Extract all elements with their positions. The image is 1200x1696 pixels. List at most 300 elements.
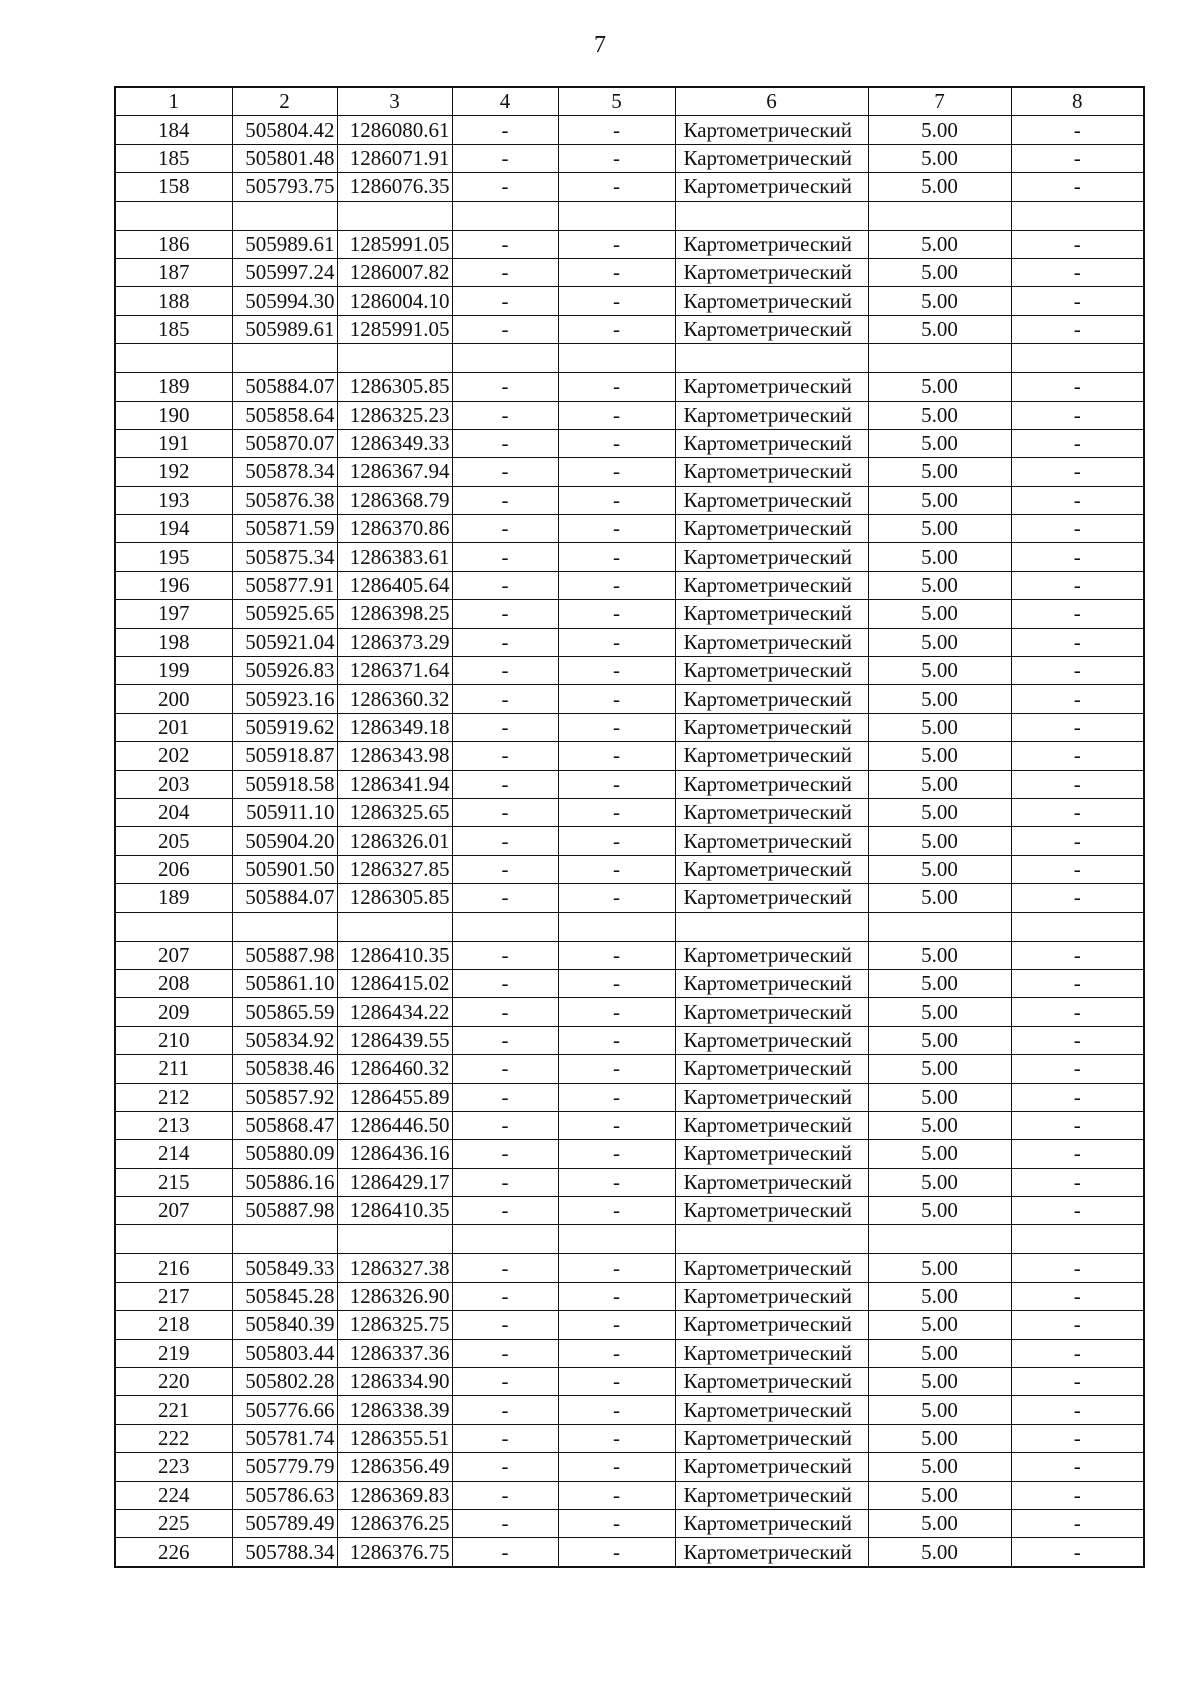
column-5-cell: -	[558, 798, 675, 826]
method-cell: Картометрический	[675, 429, 868, 457]
point-number-cell: 214	[115, 1140, 232, 1168]
column-4-cell: -	[452, 657, 558, 685]
x-coordinate-cell: 505875.34	[232, 543, 337, 571]
accuracy-cell: 5.00	[868, 600, 1011, 628]
column-5-cell: -	[558, 1368, 675, 1396]
table-row	[115, 543, 1144, 571]
column-5-cell: -	[558, 1509, 675, 1537]
column-8-cell	[1011, 344, 1144, 373]
method-cell: Картометрический	[675, 515, 868, 543]
column-8-cell: -	[1011, 287, 1144, 315]
x-coordinate-cell: 505870.07	[232, 429, 337, 457]
y-coordinate-cell: 1286369.83	[337, 1481, 452, 1509]
point-number-cell: 199	[115, 657, 232, 685]
accuracy-cell: 5.00	[868, 1311, 1011, 1339]
method-cell: Картометрический	[675, 173, 868, 201]
point-number-cell: 184	[115, 116, 232, 144]
column-4-cell: -	[452, 685, 558, 713]
x-coordinate-cell: 505840.39	[232, 1311, 337, 1339]
y-coordinate-cell: 1285991.05	[337, 230, 452, 258]
column-4-cell: -	[452, 884, 558, 912]
column-8-cell: -	[1011, 884, 1144, 912]
table-row	[115, 1538, 1144, 1567]
column-4-cell: -	[452, 458, 558, 486]
x-coordinate-cell: 505803.44	[232, 1339, 337, 1367]
column-5-cell: -	[558, 1538, 675, 1567]
column-4-cell: -	[452, 173, 558, 201]
column-8-cell: -	[1011, 1339, 1144, 1367]
accuracy-cell: 5.00	[868, 515, 1011, 543]
x-coordinate-cell: 505865.59	[232, 998, 337, 1026]
method-cell: Картометрический	[675, 941, 868, 969]
accuracy-cell: 5.00	[868, 144, 1011, 172]
table-row	[115, 1055, 1144, 1083]
x-coordinate-cell: 505868.47	[232, 1111, 337, 1139]
method-cell: Картометрический	[675, 1083, 868, 1111]
column-4-cell: -	[452, 855, 558, 883]
table-row	[115, 884, 1144, 912]
accuracy-cell: 5.00	[868, 1254, 1011, 1282]
point-number-cell: 201	[115, 713, 232, 741]
method-cell: Картометрический	[675, 1026, 868, 1054]
accuracy-cell: 5.00	[868, 258, 1011, 286]
method-cell: Картометрический	[675, 373, 868, 401]
accuracy-cell: 5.00	[868, 998, 1011, 1026]
method-cell: Картометрический	[675, 230, 868, 258]
y-coordinate-cell: 1286360.32	[337, 685, 452, 713]
point-number-cell: 193	[115, 486, 232, 514]
column-4-cell: -	[452, 515, 558, 543]
method-cell: Картометрический	[675, 571, 868, 599]
point-number-cell: 196	[115, 571, 232, 599]
method-cell: Картометрический	[675, 1168, 868, 1196]
column-5-cell	[558, 912, 675, 941]
y-coordinate-cell: 1286371.64	[337, 657, 452, 685]
y-coordinate-cell: 1286383.61	[337, 543, 452, 571]
y-coordinate-cell: 1286326.01	[337, 827, 452, 855]
column-8-cell: -	[1011, 1254, 1144, 1282]
point-number-cell: 224	[115, 1481, 232, 1509]
point-number-cell: 208	[115, 969, 232, 997]
table-separator-row	[115, 1225, 1144, 1254]
column-5-cell: -	[558, 1168, 675, 1196]
column-5-cell: -	[558, 1197, 675, 1225]
point-number-cell: 210	[115, 1026, 232, 1054]
method-cell: Картометрический	[675, 486, 868, 514]
column-8-cell: -	[1011, 713, 1144, 741]
column-8-cell: -	[1011, 401, 1144, 429]
point-number-cell: 207	[115, 1197, 232, 1225]
column-4-cell: -	[452, 315, 558, 343]
point-number-cell: 203	[115, 770, 232, 798]
point-number-cell: 219	[115, 1339, 232, 1367]
column-4-cell: -	[452, 543, 558, 571]
accuracy-cell: 5.00	[868, 1083, 1011, 1111]
column-4-cell: -	[452, 1140, 558, 1168]
point-number-cell: 220	[115, 1368, 232, 1396]
column-4-cell: -	[452, 1311, 558, 1339]
table-row	[115, 1083, 1144, 1111]
column-5-cell: -	[558, 884, 675, 912]
method-cell: Картометрический	[675, 657, 868, 685]
accuracy-cell: 5.00	[868, 543, 1011, 571]
method-cell: Картометрический	[675, 1396, 868, 1424]
table-separator-row	[115, 201, 1144, 230]
x-coordinate-cell: 505849.33	[232, 1254, 337, 1282]
column-5-cell: -	[558, 628, 675, 656]
method-cell	[675, 201, 868, 230]
x-coordinate-cell: 505857.92	[232, 1083, 337, 1111]
x-coordinate-cell: 505880.09	[232, 1140, 337, 1168]
table-row	[115, 1254, 1144, 1282]
column-8-cell: -	[1011, 1481, 1144, 1509]
column-8-cell: -	[1011, 230, 1144, 258]
y-coordinate-cell: 1286434.22	[337, 998, 452, 1026]
accuracy-cell: 5.00	[868, 742, 1011, 770]
column-5-cell: -	[558, 1026, 675, 1054]
y-coordinate-cell: 1286446.50	[337, 1111, 452, 1139]
y-coordinate-cell: 1286415.02	[337, 969, 452, 997]
table-row	[115, 287, 1144, 315]
page-number: 7	[594, 32, 606, 58]
accuracy-cell: 5.00	[868, 969, 1011, 997]
accuracy-cell: 5.00	[868, 116, 1011, 144]
y-coordinate-cell: 1286355.51	[337, 1424, 452, 1452]
y-coordinate-cell: 1285991.05	[337, 315, 452, 343]
x-coordinate-cell: 505926.83	[232, 657, 337, 685]
table-row	[115, 600, 1144, 628]
x-coordinate-cell: 505997.24	[232, 258, 337, 286]
table-row	[115, 230, 1144, 258]
method-cell: Картометрический	[675, 827, 868, 855]
x-coordinate-cell: 505801.48	[232, 144, 337, 172]
point-number-cell: 218	[115, 1311, 232, 1339]
x-coordinate-cell: 505884.07	[232, 373, 337, 401]
accuracy-cell: 5.00	[868, 628, 1011, 656]
accuracy-cell: 5.00	[868, 571, 1011, 599]
column-8-cell: -	[1011, 116, 1144, 144]
column-8-cell: -	[1011, 458, 1144, 486]
point-number-cell	[115, 912, 232, 941]
table-row	[115, 173, 1144, 201]
table-row	[115, 1396, 1144, 1424]
table-row	[115, 1424, 1144, 1452]
y-coordinate-cell: 1286007.82	[337, 258, 452, 286]
column-5-cell	[558, 201, 675, 230]
header-cell: 4	[452, 87, 558, 116]
column-8-cell: -	[1011, 1111, 1144, 1139]
method-cell: Картометрический	[675, 969, 868, 997]
method-cell: Картометрический	[675, 1311, 868, 1339]
table-row	[115, 1339, 1144, 1367]
table-row	[115, 116, 1144, 144]
accuracy-cell: 5.00	[868, 1282, 1011, 1310]
column-4-cell: -	[452, 486, 558, 514]
point-number-cell: 195	[115, 543, 232, 571]
column-4-cell: -	[452, 401, 558, 429]
accuracy-cell: 5.00	[868, 657, 1011, 685]
accuracy-cell: 5.00	[868, 373, 1011, 401]
table-row	[115, 742, 1144, 770]
y-coordinate-cell: 1286327.85	[337, 855, 452, 883]
accuracy-cell: 5.00	[868, 941, 1011, 969]
accuracy-cell: 5.00	[868, 287, 1011, 315]
y-coordinate-cell: 1286376.75	[337, 1538, 452, 1567]
column-5-cell: -	[558, 1140, 675, 1168]
y-coordinate-cell: 1286439.55	[337, 1026, 452, 1054]
table-row	[115, 827, 1144, 855]
x-coordinate-cell: 505802.28	[232, 1368, 337, 1396]
column-5-cell: -	[558, 1481, 675, 1509]
column-5-cell: -	[558, 1453, 675, 1481]
table-row	[115, 1026, 1144, 1054]
table-row	[115, 855, 1144, 883]
column-5-cell: -	[558, 1282, 675, 1310]
column-4-cell: -	[452, 998, 558, 1026]
column-4-cell: -	[452, 373, 558, 401]
method-cell: Картометрический	[675, 1368, 868, 1396]
point-number-cell: 194	[115, 515, 232, 543]
table-row	[115, 1453, 1144, 1481]
column-8-cell: -	[1011, 969, 1144, 997]
y-coordinate-cell: 1286325.65	[337, 798, 452, 826]
column-8-cell: -	[1011, 1396, 1144, 1424]
header-cell: 7	[868, 87, 1011, 116]
column-8-cell: -	[1011, 770, 1144, 798]
method-cell: Картометрический	[675, 1111, 868, 1139]
column-8-cell: -	[1011, 600, 1144, 628]
table-row	[115, 1282, 1144, 1310]
table-row	[115, 373, 1144, 401]
y-coordinate-cell: 1286338.39	[337, 1396, 452, 1424]
y-coordinate-cell: 1286455.89	[337, 1083, 452, 1111]
y-coordinate-cell: 1286429.17	[337, 1168, 452, 1196]
y-coordinate-cell: 1286080.61	[337, 116, 452, 144]
header-cell: 3	[337, 87, 452, 116]
method-cell: Картометрический	[675, 458, 868, 486]
column-5-cell: -	[558, 571, 675, 599]
column-4-cell: -	[452, 1481, 558, 1509]
table-row	[115, 515, 1144, 543]
column-8-cell: -	[1011, 486, 1144, 514]
column-8-cell: -	[1011, 1368, 1144, 1396]
x-coordinate-cell: 505901.50	[232, 855, 337, 883]
column-4-cell	[452, 1225, 558, 1254]
y-coordinate-cell: 1286305.85	[337, 884, 452, 912]
column-4-cell: -	[452, 798, 558, 826]
header-cell: 1	[115, 87, 232, 116]
x-coordinate-cell: 505793.75	[232, 173, 337, 201]
table-row	[115, 798, 1144, 826]
y-coordinate-cell: 1286376.25	[337, 1509, 452, 1537]
accuracy-cell: 5.00	[868, 173, 1011, 201]
column-5-cell: -	[558, 1396, 675, 1424]
column-4-cell: -	[452, 1083, 558, 1111]
accuracy-cell: 5.00	[868, 315, 1011, 343]
accuracy-cell	[868, 344, 1011, 373]
x-coordinate-cell	[232, 201, 337, 230]
table-row	[115, 458, 1144, 486]
method-cell: Картометрический	[675, 628, 868, 656]
column-8-cell: -	[1011, 685, 1144, 713]
x-coordinate-cell: 505871.59	[232, 515, 337, 543]
column-4-cell: -	[452, 116, 558, 144]
table-row	[115, 486, 1144, 514]
y-coordinate-cell: 1286410.35	[337, 1197, 452, 1225]
accuracy-cell: 5.00	[868, 827, 1011, 855]
x-coordinate-cell: 505886.16	[232, 1168, 337, 1196]
x-coordinate-cell: 505838.46	[232, 1055, 337, 1083]
table-row	[115, 1368, 1144, 1396]
table-separator-row	[115, 344, 1144, 373]
column-4-cell: -	[452, 628, 558, 656]
accuracy-cell: 5.00	[868, 770, 1011, 798]
accuracy-cell: 5.00	[868, 1168, 1011, 1196]
point-number-cell	[115, 201, 232, 230]
accuracy-cell: 5.00	[868, 230, 1011, 258]
point-number-cell: 216	[115, 1254, 232, 1282]
table-row	[115, 657, 1144, 685]
column-8-cell: -	[1011, 1453, 1144, 1481]
column-5-cell: -	[558, 429, 675, 457]
point-number-cell: 213	[115, 1111, 232, 1139]
y-coordinate-cell: 1286327.38	[337, 1254, 452, 1282]
column-8-cell: -	[1011, 941, 1144, 969]
y-coordinate-cell: 1286349.33	[337, 429, 452, 457]
accuracy-cell	[868, 912, 1011, 941]
header-cell: 8	[1011, 87, 1144, 116]
point-number-cell: 209	[115, 998, 232, 1026]
method-cell: Картометрический	[675, 144, 868, 172]
column-8-cell: -	[1011, 827, 1144, 855]
point-number-cell: 207	[115, 941, 232, 969]
point-number-cell: 225	[115, 1509, 232, 1537]
column-4-cell: -	[452, 1453, 558, 1481]
x-coordinate-cell: 505804.42	[232, 116, 337, 144]
point-number-cell: 221	[115, 1396, 232, 1424]
column-5-cell: -	[558, 600, 675, 628]
y-coordinate-cell: 1286368.79	[337, 486, 452, 514]
column-5-cell	[558, 344, 675, 373]
table-row	[115, 998, 1144, 1026]
x-coordinate-cell: 505884.07	[232, 884, 337, 912]
method-cell: Картометрический	[675, 116, 868, 144]
column-4-cell: -	[452, 230, 558, 258]
y-coordinate-cell	[337, 201, 452, 230]
column-5-cell: -	[558, 1254, 675, 1282]
x-coordinate-cell: 505779.79	[232, 1453, 337, 1481]
y-coordinate-cell: 1286325.75	[337, 1311, 452, 1339]
column-4-cell: -	[452, 1111, 558, 1139]
method-cell: Картометрический	[675, 315, 868, 343]
column-5-cell: -	[558, 486, 675, 514]
y-coordinate-cell	[337, 344, 452, 373]
y-coordinate-cell: 1286356.49	[337, 1453, 452, 1481]
method-cell: Картометрический	[675, 998, 868, 1026]
method-cell: Картометрический	[675, 1140, 868, 1168]
y-coordinate-cell: 1286370.86	[337, 515, 452, 543]
column-5-cell: -	[558, 1111, 675, 1139]
column-4-cell: -	[452, 1254, 558, 1282]
point-number-cell: 192	[115, 458, 232, 486]
table-row	[115, 713, 1144, 741]
accuracy-cell: 5.00	[868, 1111, 1011, 1139]
column-8-cell: -	[1011, 1197, 1144, 1225]
accuracy-cell: 5.00	[868, 884, 1011, 912]
column-4-cell: -	[452, 600, 558, 628]
table-row	[115, 571, 1144, 599]
table-row	[115, 1111, 1144, 1139]
x-coordinate-cell	[232, 912, 337, 941]
y-coordinate-cell: 1286334.90	[337, 1368, 452, 1396]
point-number-cell: 185	[115, 144, 232, 172]
point-number-cell: 189	[115, 884, 232, 912]
column-4-cell: -	[452, 429, 558, 457]
accuracy-cell: 5.00	[868, 1368, 1011, 1396]
x-coordinate-cell: 505877.91	[232, 571, 337, 599]
method-cell: Картометрический	[675, 742, 868, 770]
point-number-cell: 223	[115, 1453, 232, 1481]
table-body	[115, 87, 1144, 1567]
method-cell: Картометрический	[675, 798, 868, 826]
accuracy-cell: 5.00	[868, 1339, 1011, 1367]
column-4-cell: -	[452, 1339, 558, 1367]
accuracy-cell: 5.00	[868, 798, 1011, 826]
column-8-cell: -	[1011, 543, 1144, 571]
x-coordinate-cell: 505918.58	[232, 770, 337, 798]
point-number-cell: 205	[115, 827, 232, 855]
column-8-cell: -	[1011, 855, 1144, 883]
x-coordinate-cell: 505989.61	[232, 230, 337, 258]
coordinates-table	[114, 86, 1145, 1568]
method-cell: Картометрический	[675, 543, 868, 571]
table-row	[115, 315, 1144, 343]
column-4-cell: -	[452, 1396, 558, 1424]
table-row	[115, 969, 1144, 997]
column-8-cell	[1011, 1225, 1144, 1254]
x-coordinate-cell: 505919.62	[232, 713, 337, 741]
x-coordinate-cell: 505921.04	[232, 628, 337, 656]
x-coordinate-cell: 505858.64	[232, 401, 337, 429]
accuracy-cell: 5.00	[868, 855, 1011, 883]
accuracy-cell: 5.00	[868, 486, 1011, 514]
column-4-cell: -	[452, 1026, 558, 1054]
column-4-cell: -	[452, 1538, 558, 1567]
y-coordinate-cell	[337, 1225, 452, 1254]
column-4-cell: -	[452, 770, 558, 798]
column-5-cell: -	[558, 458, 675, 486]
column-5-cell: -	[558, 770, 675, 798]
x-coordinate-cell: 505911.10	[232, 798, 337, 826]
method-cell: Картометрический	[675, 1055, 868, 1083]
point-number-cell: 215	[115, 1168, 232, 1196]
method-cell: Картометрический	[675, 1339, 868, 1367]
x-coordinate-cell: 505925.65	[232, 600, 337, 628]
method-cell	[675, 912, 868, 941]
column-8-cell: -	[1011, 1026, 1144, 1054]
method-cell: Картометрический	[675, 1509, 868, 1537]
column-5-cell: -	[558, 1055, 675, 1083]
column-5-cell: -	[558, 827, 675, 855]
column-5-cell: -	[558, 855, 675, 883]
point-number-cell: 222	[115, 1424, 232, 1452]
column-8-cell: -	[1011, 1538, 1144, 1567]
point-number-cell: 198	[115, 628, 232, 656]
y-coordinate-cell: 1286398.25	[337, 600, 452, 628]
table-row	[115, 429, 1144, 457]
y-coordinate-cell	[337, 912, 452, 941]
table-row	[115, 1197, 1144, 1225]
